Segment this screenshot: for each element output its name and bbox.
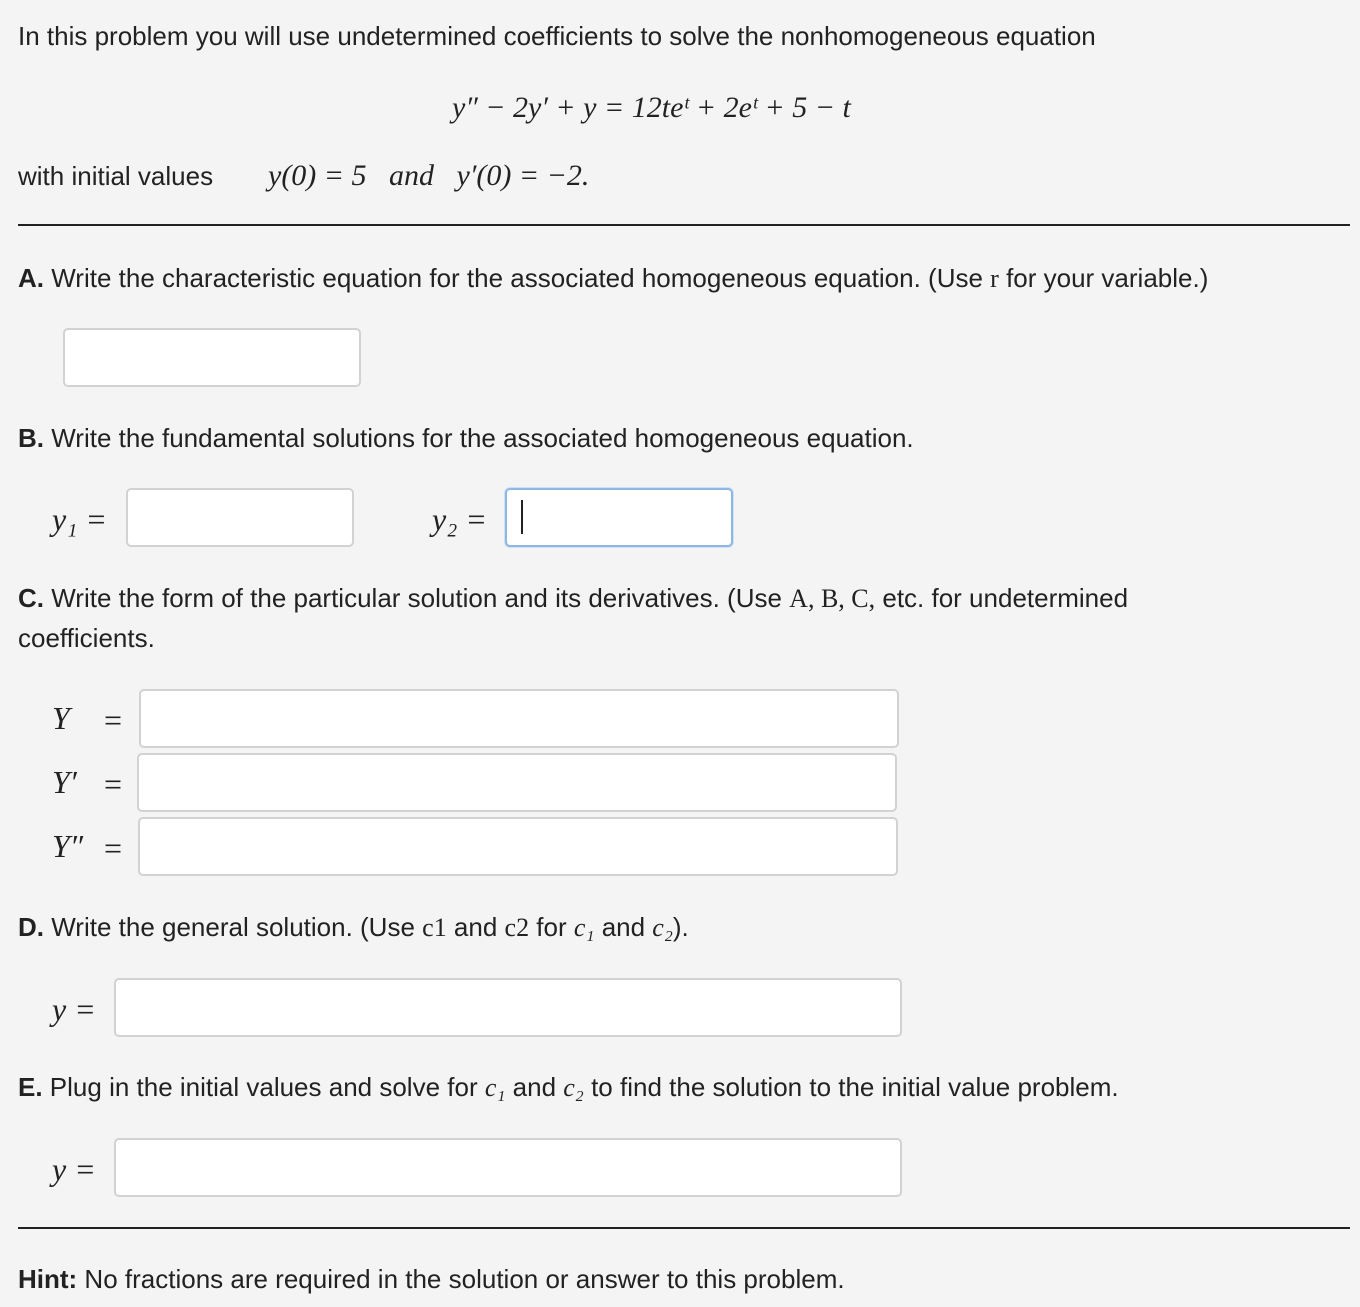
part-d-for: for xyxy=(529,912,574,942)
divider-top xyxy=(18,224,1350,226)
y2-input[interactable] xyxy=(505,488,733,547)
part-e-and: and xyxy=(505,1072,564,1102)
y1-label: y₁ = xyxy=(52,501,107,537)
hint xyxy=(18,1263,845,1295)
part-a-var: r xyxy=(990,264,999,293)
Y-equals: = xyxy=(104,702,123,738)
part-b-text: Write the fundamental solutions for the associated homogeneous equation. xyxy=(44,423,914,453)
part-a-text-end: for your variable.) xyxy=(998,263,1209,293)
ivp-solution-input[interactable] xyxy=(114,1138,902,1197)
text-caret xyxy=(521,500,523,534)
initial-values: y(0) = 5 and y′(0) = −2. xyxy=(268,159,590,192)
part-e-c1-math: c₁ xyxy=(484,1073,506,1102)
Yprime-label: Y′ xyxy=(52,764,77,800)
part-e-text: Plug in the initial values and solve for xyxy=(42,1072,485,1102)
part-a-prompt xyxy=(18,262,1208,295)
Ydoubleprime-equals: = xyxy=(104,830,123,866)
part-d-c1-math: c₁ xyxy=(573,913,595,942)
part-c-text: Write the form of the particular solution and its derivatives. (Use xyxy=(44,583,790,613)
part-e-prompt xyxy=(18,1071,1119,1104)
ivp-solution-label: y = xyxy=(52,1151,96,1187)
part-d-end: ). xyxy=(672,912,689,942)
part-c-letter: C. xyxy=(18,583,44,613)
Yprime-input[interactable] xyxy=(137,753,897,812)
Ydoubleprime-label: Y″ xyxy=(52,828,84,864)
part-a-letter: A. xyxy=(18,263,44,293)
part-d-c1: c1 xyxy=(422,913,447,942)
Ydoubleprime-input[interactable] xyxy=(138,817,898,876)
general-solution-input[interactable] xyxy=(114,978,902,1037)
y2-label: y₂ = xyxy=(432,501,487,537)
part-e-letter: E. xyxy=(18,1072,43,1102)
part-d-and1: and xyxy=(446,912,505,942)
part-c-text-end: etc. for undetermined xyxy=(875,583,1129,613)
part-b-prompt xyxy=(18,422,914,454)
part-d-and2: and xyxy=(594,912,653,942)
general-solution-label: y = xyxy=(52,991,96,1027)
part-d-text: Write the general solution. (Use xyxy=(44,912,423,942)
part-b-letter: B. xyxy=(18,423,44,453)
differential-equation: y″ − 2y′ + y = 12teᵗ + 2eᵗ + 5 − t xyxy=(452,91,851,124)
initial-values-label: with initial values xyxy=(18,161,214,191)
Y-input[interactable] xyxy=(139,689,899,748)
part-e-text-end: to find the solution to the initial value problem. xyxy=(583,1072,1119,1102)
part-d-letter: D. xyxy=(18,912,44,942)
part-c-prompt-line2: coefficients. xyxy=(18,623,155,653)
divider-bottom xyxy=(18,1227,1350,1229)
Yprime-equals: = xyxy=(104,766,123,802)
y1-input[interactable] xyxy=(126,488,354,547)
part-a-text: Write the characteristic equation for the associated homogeneous equation. (Use xyxy=(44,263,991,293)
part-d-c2: c2 xyxy=(504,913,530,942)
characteristic-equation-input[interactable] xyxy=(63,328,361,387)
part-c-vars: A, B, C, xyxy=(789,584,876,613)
part-d-c2-math: c₂ xyxy=(652,913,673,942)
hint-label: Hint: xyxy=(18,1264,78,1294)
hint-text: No fractions are required in the solution or answer to this problem. xyxy=(77,1264,845,1294)
Y-label: Y xyxy=(52,700,70,736)
part-e-c2-math: c₂ xyxy=(563,1073,584,1102)
part-c-prompt xyxy=(18,582,1128,615)
problem-intro: In this problem you will use undetermined coefficients to solve the nonhomogeneous equation xyxy=(18,21,1096,51)
part-d-prompt xyxy=(18,911,689,944)
